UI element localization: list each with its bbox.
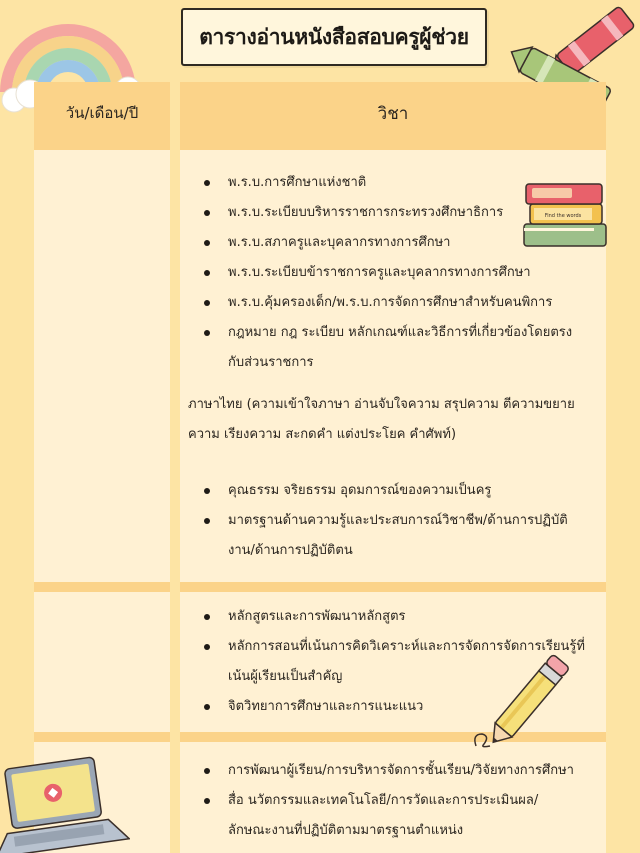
- list-item: พ.ร.บ.สภาครูและบุคลากรทางการศึกษา: [180, 228, 606, 258]
- date-column-header: วัน/เดือน/ปี: [65, 104, 139, 122]
- date-cell-row-1: [34, 150, 170, 582]
- thai-language-paragraph: ภาษาไทย (ความเข้าใจภาษา อ่านจับใจความ สรุปความ ตีความขยายความ เรียงความ สะกดคำ แต่งประโยค คำศัพท์): [188, 397, 575, 442]
- list-item: หลักสูตรและการพัฒนาหลักสูตร: [180, 602, 606, 632]
- date-cell-row-2: [34, 592, 170, 732]
- list-item: กฎหมาย กฎ ระเบียบ หลักเกณฑ์และวิธีการที่เกี่ยวข้องโดยตรงกับส่วนราชการ: [180, 318, 606, 378]
- page-title: ตารางอ่านหนังสือสอบครูผู้ช่วย: [199, 24, 469, 49]
- list-item: คุณธรรม จริยธรรม อุดมการณ์ของความเป็นครู: [180, 476, 606, 506]
- books-label: Find the words: [544, 213, 582, 219]
- subject-cell-row-3: [180, 742, 606, 853]
- books-icon: [518, 180, 610, 252]
- subject-list-row-3: [180, 756, 606, 846]
- list-item: มาตรฐานด้านความรู้และประสบการณ์วิชาชีพ/ด้านการปฏิบัติงาน/ด้านการปฏิบัติตน: [180, 506, 606, 566]
- pencil-icon: [470, 650, 580, 750]
- list-item: จิตวิทยาการศึกษาและการแนะแนว: [180, 692, 606, 722]
- list-item: สื่อ นวัตกรรมและเทคโนโลยี/การวัดและการประเมินผล/ลักษณะงานที่ปฏิบัติตามมาตรฐานตำแหน่ง: [180, 786, 606, 846]
- list-item: พ.ร.บ.คุ้มครองเด็ก/พ.ร.บ.การจัดการศึกษาสำหรับคนพิการ: [180, 288, 606, 318]
- list-item: พ.ร.บ.ระเบียบบริหารราชการกระทรวงศึกษาธิการ: [180, 198, 606, 228]
- subject-list-row-1b: [180, 476, 606, 566]
- page-title-box: [181, 8, 487, 66]
- list-item: การพัฒนาผู้เรียน/การบริหารจัดการชั้นเรียน/วิจัยทางการศึกษา: [180, 756, 606, 786]
- list-item: พ.ร.บ.การศึกษาแห่งชาติ: [180, 168, 606, 198]
- subject-column-header: วิชา: [377, 103, 409, 124]
- list-item: พ.ร.บ.ระเบียบข้าราชการครูและบุคลากรทางการศึกษา: [180, 258, 606, 288]
- list-item: หลักการสอนที่เน้นการคิดวิเคราะห์และการจัดการจัดการเรียนรู้ที่เน้นผู้เรียนเป็นสำคัญ: [180, 632, 606, 692]
- laptop-icon: [0, 756, 130, 853]
